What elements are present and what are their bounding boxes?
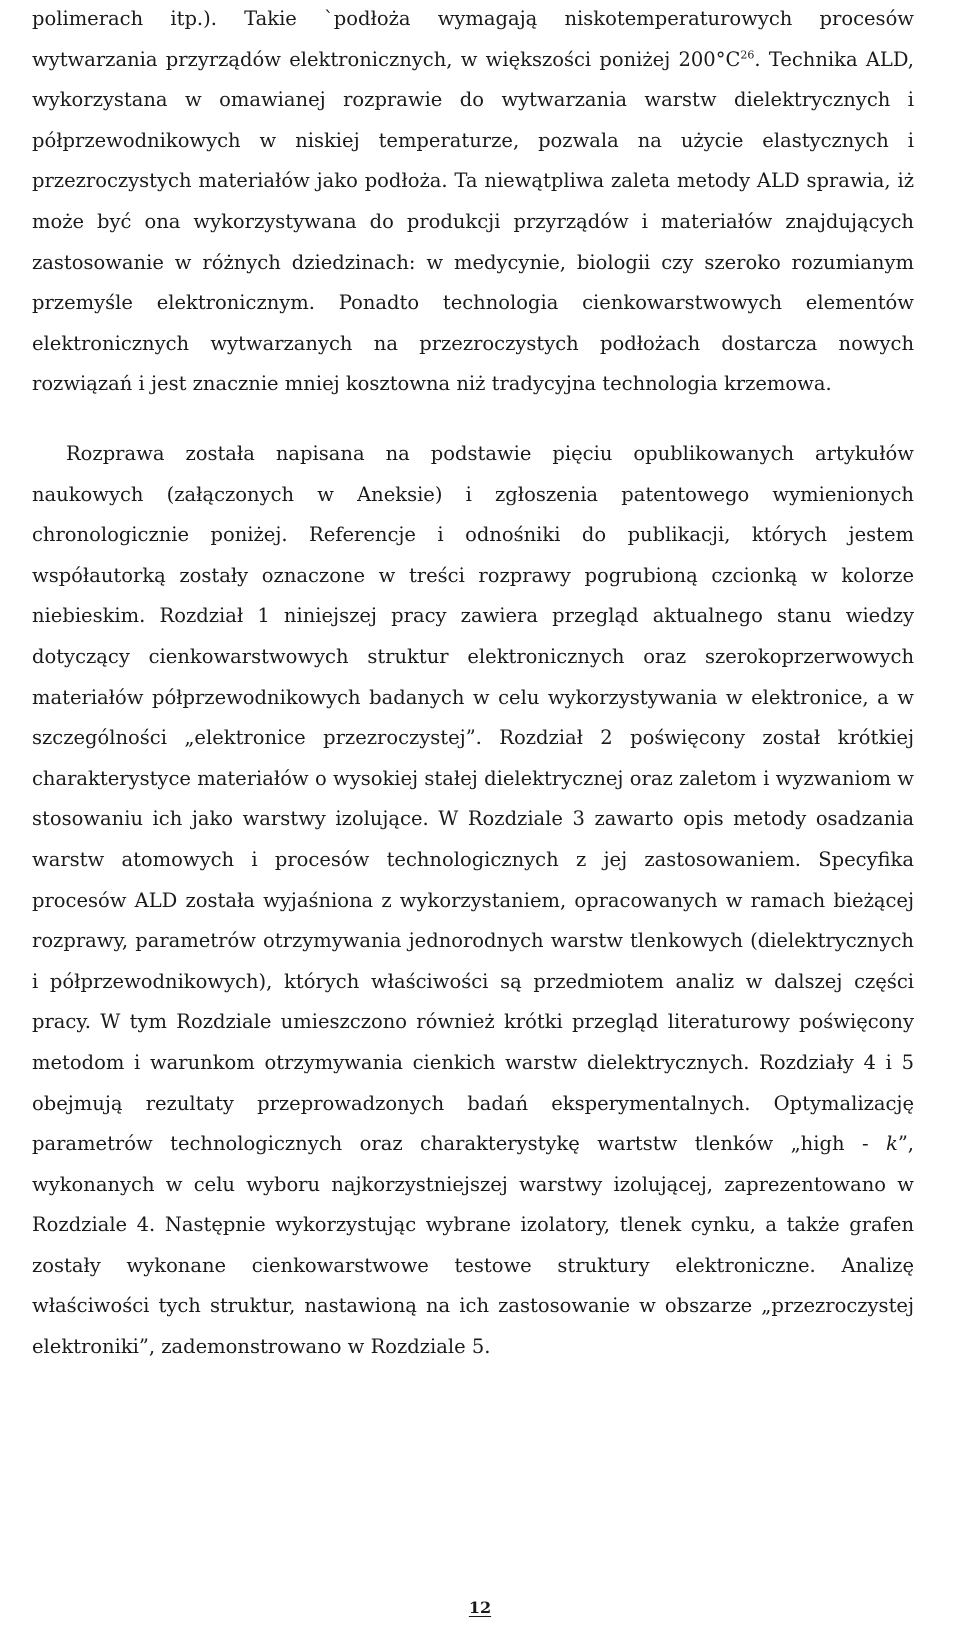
italic-k-symbol: k	[886, 1132, 898, 1156]
body-paragraph-1	[32, 0, 914, 405]
paragraph-2-text-start: Rozprawa została napisana na podstawie pięciu opublikowanych artykułów naukowych (załączonych w Aneksie) i zgłoszenia patentowego wymienionych chronologicznie poniżej. Referencje i odnośniki do publikacji, których jestem współautorką zostały oznaczone w treści rozprawy pogrubioną czcionką w kolorze niebieskim. Rozdział 1 niniejszej pracy zawiera przegląd aktualnego stanu wiedzy dotyczący cienkowarstwowych struktur elektronicznych oraz szerokoprzerwowych materiałów półprzewodnikowych badanych w celu wykorzystywania w elektronice, a w szczególności „elektronice przezroczystej”. Rozdział 2 poświęcony został krótkiej charakterystyce materiałów o wysokiej stałej dielektrycznej oraz zaletom i wyzwaniom w stosowaniu ich jako warstwy izolujące. W Rozdziale 3 zawarto opis metody osadzania warstw atomowych i procesów technologicznych z jej zastosowaniem. Specyfika procesów ALD została wyjaśniona z wykorzystaniem, opracowanych w ramach bieżącej rozprawy, parametrów otrzymywania jednorodnych warstw tlenkowych (dielektrycznych i półprzewodnikowych), których właściwości są przedmiotem analiz w dalszej części pracy. W tym Rozdziale umieszczono również krótki przegląd literaturowy poświęcony metodom i warunkom otrzymywania cienkich warstw dielektrycznych. Rozdziały 4 i 5 obejmują rezultaty przeprowadzonych badań eksperymentalnych. Optymalizację parametrów technologicznych oraz charakterystykę wartstw tlenków „high -	[32, 442, 914, 1156]
paragraph-1-text-start: polimerach itp.). Takie `podłoża wymagają niskotemperaturowych procesów wytwarzania przyrządów elektronicznych, w większości poniżej 200°C	[32, 7, 914, 71]
body-paragraph-2	[32, 434, 914, 1368]
footnote-reference: 26	[740, 48, 755, 62]
paragraph-1-text-end: . Technika ALD, wykorzystana w omawianej rozprawie do wytwarzania warstw dielektrycznych i półprzewodnikowych w niskiej temperaturze, pozwala na użycie elastycznych i przezroczystych materiałów jako podłoża. Ta niewątpliwa zaleta metody ALD sprawia, iż może być ona wykorzystywana do produkcji przyrządów i materiałów znajdujących zastosowanie w różnych dziedzinach: w medycynie, biologii czy szeroko rozumianym przemyśle elektronicznym. Ponadto technologia cienkowarstwowych elementów elektronicznych wytwarzanych na przezroczystych podłożach dostarcza nowych rozwiązań i jest znacznie mniej kosztowna niż tradycyjna technologia krzemowa.	[32, 47, 914, 396]
paragraph-2-text-end: ”, wykonanych w celu wyboru najkorzystniejszej warstwy izolującej, zaprezentowano w Rozdziale 4. Następnie wykorzystując wybrane izolatory, tlenek cynku, a także grafen zostały wykonane cienkowarstwowe testowe struktury elektroniczne. Analizę właściwości tych struktur, nastawioną na ich zastosowanie w obszarze „przezroczystej elektroniki”, zademonstrowano w Rozdziale 5.	[32, 1132, 914, 1359]
page-number: 12	[468, 1598, 492, 1617]
